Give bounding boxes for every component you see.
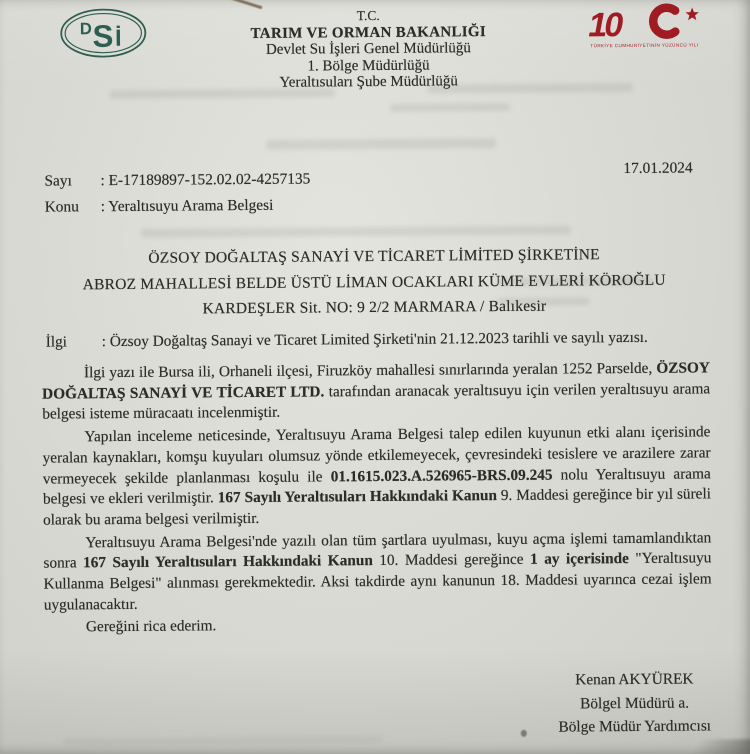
centenary-digit-1: 1 (588, 6, 608, 45)
star-icon (685, 7, 698, 20)
ilgi-line (46, 328, 708, 351)
letterhead-tc: T.C. (356, 7, 380, 24)
letterhead-general-directorate: Devlet Su İşleri Genel Müdürlüğü (265, 40, 471, 58)
body-paragraph: Yeraltısuyu Arama Belgesi'nde yazılı olan tüm şartlara uyulması, kuyu açma işlemi tamamlandıktan sonra 167 Sayılı Yeraltısuları Hakkındaki Kanun 10. Maddesi gereğince 1 ay içerisinde "Yeraltısuyu Kullanma Belgesi" alınması gerekmektedir. Aksi takdirde aynı kanunun 18. Maddesi uyarınca cezai işlem uygulanacaktır. (43, 528, 712, 614)
sayi-value: : E-17189897-152.02.02-4257135 (100, 170, 311, 190)
signatory-name: Kenan AKYÜREK (575, 670, 694, 689)
signatory-title: Bölge Müdür Yardımcısı (558, 717, 712, 736)
recipient-line: KARDEŞLER Sit. NO: 9 2/2 MARMARA / Balıkesir (202, 297, 547, 318)
recipient-line: ÖZSOY DOĞALTAŞ SANAYİ VE TİCARET LİMİTED ŞİRKETİNE (148, 246, 600, 267)
bleed-through-mark (63, 736, 383, 746)
pen-mark (216, 0, 263, 9)
corner-smudge (669, 739, 750, 754)
dsi-logo (59, 7, 147, 60)
bleed-through-mark (266, 138, 496, 150)
centenary-digit-0: 0 (604, 6, 624, 45)
sayi-label: Sayı (44, 172, 72, 190)
signatory-title: Bölgel Müdürü a. (579, 694, 690, 712)
ink-dot (521, 730, 527, 737)
closing-line: Gereğini rica ederim. (85, 617, 217, 636)
konu-line (45, 193, 311, 221)
letterhead-ministry: TARIM VE ORMAN BAKANLIĞI (250, 23, 487, 42)
centenary-caption: TÜRKİYE CUMHURİYETİNİN YÜZÜNCÜ YILI (590, 42, 699, 49)
letterhead-regional-directorate: 1. Bölge Müdürlüğü (307, 57, 430, 75)
bleed-through-mark (141, 225, 571, 237)
sayi-line (44, 167, 310, 195)
konu-value: : Yeraltısuyu Arama Belgesi (100, 196, 274, 216)
centenary-100-logo (587, 2, 705, 51)
signature-block (534, 667, 735, 739)
bleed-through-mark (390, 103, 510, 112)
recipient-line: ABROZ MAHALLESİ BELDE ÜSTÜ LİMAN OCAKLARI KÜME EVLERİ KÖROĞLU (82, 271, 666, 293)
dsi-letter-s: S (92, 18, 114, 54)
body-paragraph: İlgi yazı ile Bursa ili, Orhaneli ilçesi, Firuzköy mahallesi sınırlarında yeralan 1252 Parselde, ÖZSOY DOĞALTAŞ SANAYİ VE TİCARET LTD. tarafından aranacak yeraltısuyu için verilen yeraltısuyu arama belgesi isteme müracaatı incelenmiştir. (42, 359, 711, 424)
reference-block (44, 167, 310, 221)
letterhead (168, 6, 569, 92)
crescent-icon (653, 8, 675, 35)
letterhead-branch: Yeraltısuları Şube Müdürlüğü (279, 73, 458, 91)
dsi-letter-i: İ (114, 24, 122, 51)
konu-label: Konu (44, 198, 79, 216)
recipient-block (0, 241, 750, 323)
letter-body (42, 358, 712, 640)
ilgi-value: : Özsoy Doğaltaş Sanayi ve Ticaret Limited Şirketi'nin 21.12.2023 tarihli ve sayılı yazısı. (101, 328, 648, 351)
ilgi-label: İlgi (45, 333, 68, 351)
dsi-letter-d: D (79, 19, 92, 39)
body-paragraph: Yapılan inceleme neticesinde, Yeraltısuyu Arama Belgesi talep edilen kuyunun etki alanı içerisinde yeralan kaynakları, komşu kuyuları olumsuz yönde etkilemeyecek, çevresindeki tesislere ve arazilere zarar vermeyecek şekilde planlanması koşulu ile 01.1615.023.A.526965-BRS.09.245 nolu Yeraltısuyu arama belgesi ve ekleri verilmiştir. 167 Sayılı Yeraltısuları Hakkındaki Kanun 9. Maddesi gereğince bir yıl süreli olarak bu arama belgesi verilmiştir. (42, 423, 712, 529)
letter-date: 17.01.2024 (623, 159, 693, 178)
